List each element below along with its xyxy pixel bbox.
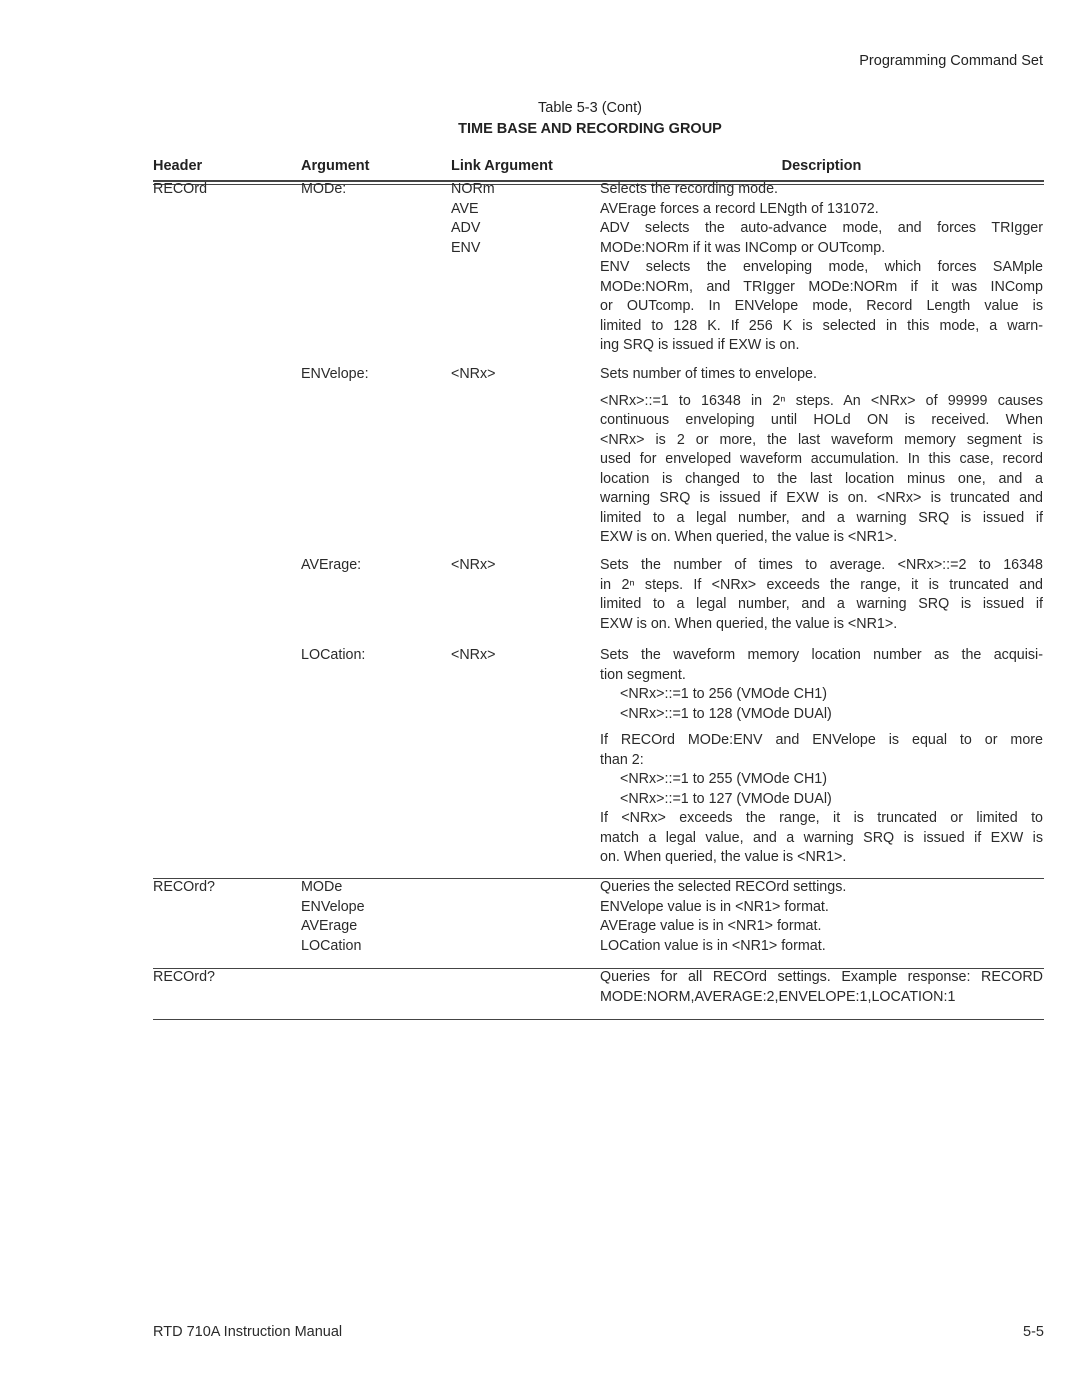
running-head: Programming Command Set [859,53,1043,69]
description-paragraph [600,809,1043,868]
description-line: or OUTcomp. In ENVelope mode, Record Length value is [600,298,1043,314]
description-line: location is changed to the last location minus one, and a [600,470,1043,487]
description-paragraph [600,968,1043,1007]
argument-text: MODe [301,879,343,895]
column-header-link-argument: Link Argument [451,158,553,174]
description-line: warning SRQ is issued if EXW is on. <NRx> is truncated and [600,490,1043,506]
argument-text: ENVelope [301,898,365,915]
description-line: Sets number of times to envelope. [600,366,817,382]
page-number: 5-5 [1023,1324,1044,1340]
header-cell [153,968,215,988]
description-line: on. When queried, the value is <NR1>. [600,849,847,865]
description-cell [600,556,1043,634]
column-header-header: Header [153,158,203,174]
link-argument-text: <NRx> [451,557,496,573]
description-line: ENVelope value is in <NR1> format. [600,898,829,915]
description-paragraph [600,898,1043,918]
header-text: RECOrd? [153,879,215,895]
header-text: RECOrd [153,181,208,197]
description-paragraph [600,790,1043,810]
description-line: MODe:NORm, and TRIgger MODe:NORm if it was INComp [600,278,1043,295]
link-argument-cell [451,180,495,258]
argument-cell [301,646,365,666]
description-line: <NRx>::=1 to 127 (VMOde DUAl) [620,790,832,807]
description-line: <NRx> is 2 or more, the last waveform memory segment is [600,431,1043,448]
link-argument-cell [451,556,496,576]
description-paragraph [600,365,1043,385]
description-cell [600,646,1043,868]
column-header-description: Description [781,158,862,174]
argument-cell [301,556,361,576]
link-argument-text: <NRx> [451,647,496,663]
column-header-argument: Argument [301,158,370,174]
description-line: Queries the selected RECOrd settings. [600,879,847,895]
description-paragraph [600,770,1043,790]
table-number: Table 5-3 (Cont) [538,100,642,116]
description-paragraph [600,731,1043,770]
description-paragraph [600,200,1043,220]
description-paragraph [600,878,1043,898]
argument-text: ENVelope: [301,366,369,382]
link-argument-text: ADV [451,220,481,236]
header-cell [153,878,215,898]
description-line: ENV selects the enveloping mode, which forces SAMple [600,259,1043,275]
description-paragraph [600,937,1043,957]
description-paragraph [600,180,1043,200]
description-line: <NRx>::=1 to 256 (VMOde CH1) [620,686,827,702]
description-cell [600,365,1043,548]
description-paragraph [600,258,1043,356]
description-line: LOCation value is in <NR1> format. [600,937,826,954]
description-line: ing SRQ is issued if EXW is on. [600,337,800,353]
argument-text: MODe: [301,181,347,197]
description-line: Sets the number of times to average. <NRx>::=2 to 16348 [600,557,1043,573]
description-paragraph [600,646,1043,685]
footer-manual-title: RTD 710A Instruction Manual [153,1324,343,1340]
link-argument-text: NORm [451,181,495,197]
link-argument-cell [451,646,496,666]
description-line: limited to a legal number, and a warning SRQ is issued if [600,509,1043,526]
description-cell [600,968,1043,1007]
description-line: continuous enveloping until HOLd ON is received. When [600,412,1043,428]
description-cell [600,180,1043,356]
description-line: used for enveloped waveform accumulation. In this case, record [600,451,1043,467]
argument-text: LOCation: [301,647,366,663]
description-paragraph [600,917,1043,937]
description-cell [600,878,1043,956]
description-line: MODE:NORM,AVERAGE:2,ENVELOPE:1,LOCATION:1 [600,988,956,1005]
description-paragraph [600,685,1043,705]
argument-text: AVErage [301,918,358,934]
table-title: TIME BASE AND RECORDING GROUP [458,121,722,137]
link-argument-text: AVE [451,200,479,217]
description-line: <NRx>::=1 to 128 (VMOde DUAl) [620,705,832,722]
description-line: EXW is on. When queried, the value is <NR1>. [600,615,898,632]
description-line: match a legal value, and a warning SRQ is issued if EXW is [600,829,1043,846]
description-paragraph [600,392,1043,548]
description-line: AVErage value is in <NR1> format. [600,918,822,934]
argument-cell [301,180,346,200]
description-line: MODe:NORm if it was INComp or OUTcomp. [600,239,886,256]
description-line: Selects the recording mode. [600,181,779,197]
description-line: ADV selects the auto-advance mode, and forces TRIgger [600,220,1043,236]
table-bottom-rule [153,1019,1044,1020]
description-line: Sets the waveform memory location number as the acquisi- [600,647,1043,663]
description-line: AVErage forces a record LENgth of 131072. [600,200,879,217]
description-line: limited to 128 K. If 256 K is selected in this mode, a warn- [600,317,1043,334]
description-paragraph [600,219,1043,258]
description-line: limited to a legal number, and a warning SRQ is issued if [600,596,1043,612]
description-line: Queries for all RECOrd settings. Example response: RECORD [600,969,1043,985]
header-cell [153,180,207,200]
description-line: If RECOrd MODe:ENV and ENVelope is equal to or more [600,732,1043,748]
description-line: EXW is on. When queried, the value is <NR1>. [600,529,898,545]
argument-text: AVErage: [301,557,362,573]
link-argument-text: <NRx> [451,366,496,382]
argument-cell [301,365,369,385]
description-line: <NRx>::=1 to 16348 in 2ⁿ steps. An <NRx> of 99999 causes [600,392,1043,409]
argument-text: LOCation [301,937,362,954]
description-paragraph [600,705,1043,725]
link-argument-text: ENV [451,239,481,256]
description-line: tion segment. [600,666,686,683]
description-line: in 2ⁿ steps. If <NRx> exceeds the range, it is truncated and [600,576,1043,593]
description-line: than 2: [600,751,644,768]
description-paragraph [600,556,1043,634]
description-line: If <NRx> exceeds the range, it is truncated or limited to [600,810,1043,826]
description-line: <NRx>::=1 to 255 (VMOde CH1) [620,771,827,787]
header-text: RECOrd? [153,969,215,985]
argument-cell [301,878,365,956]
link-argument-cell [451,365,496,385]
